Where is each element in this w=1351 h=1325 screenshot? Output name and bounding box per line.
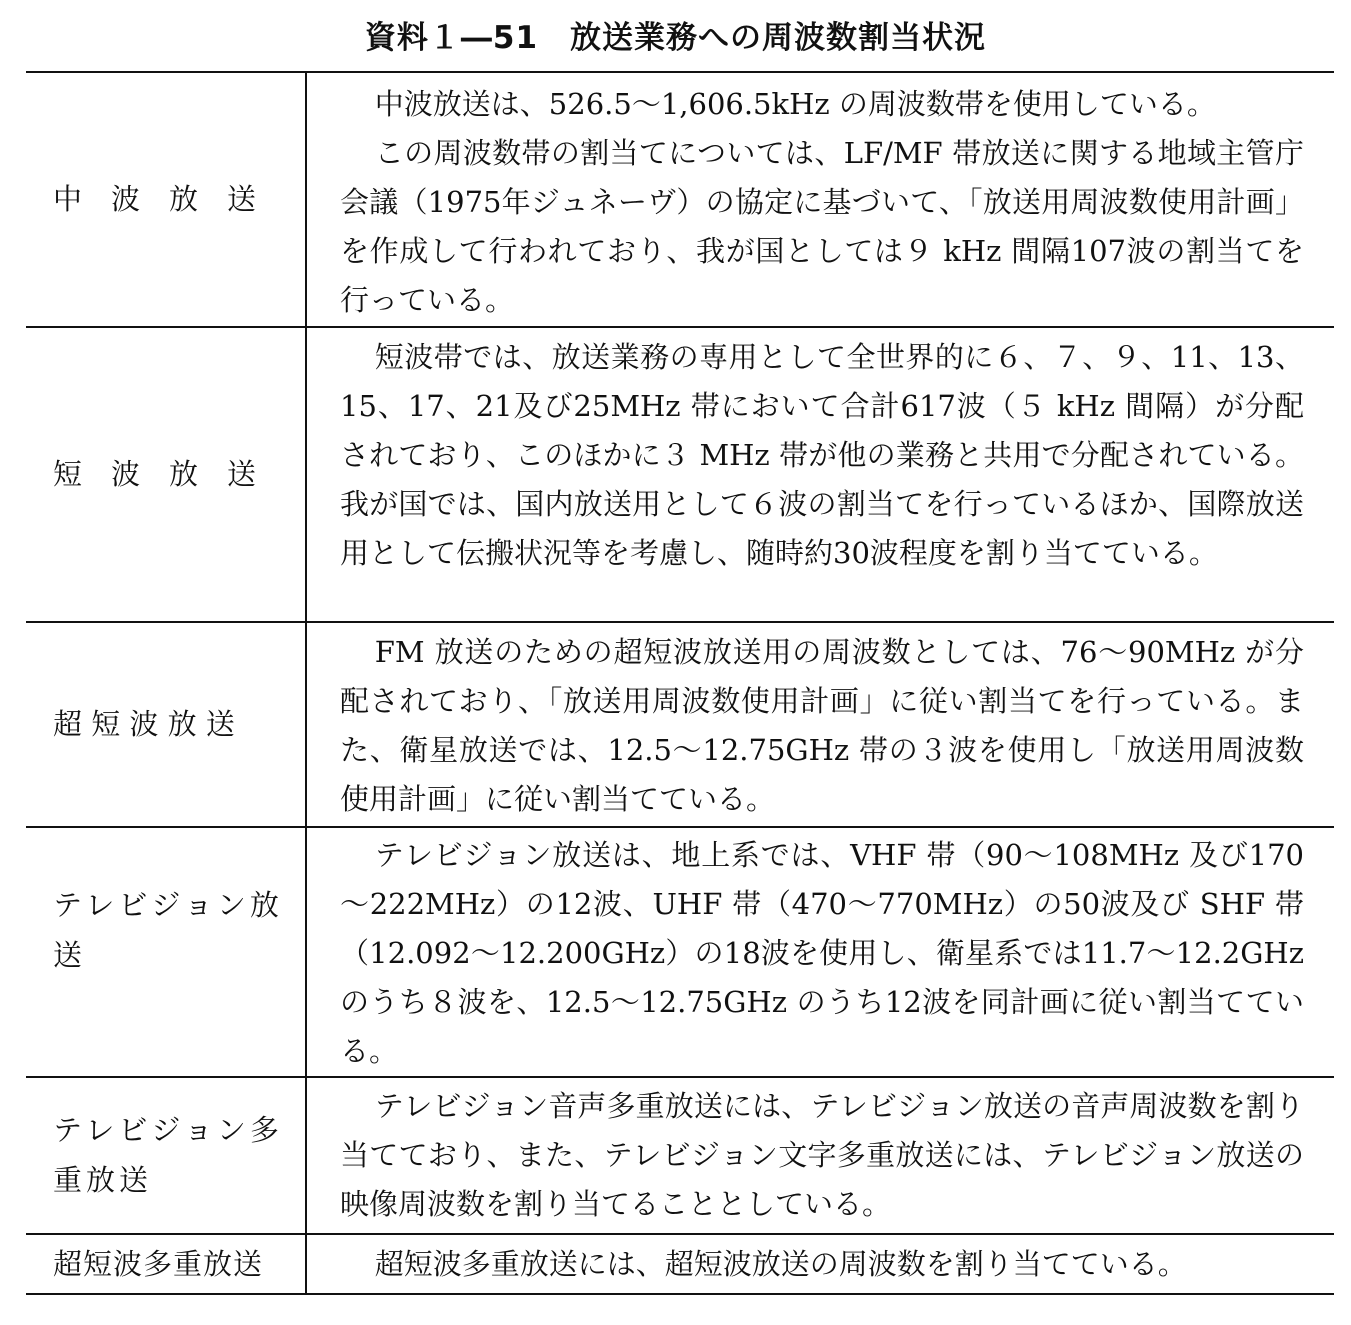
description-paragraph: 中波放送は、526.5～1,606.5kHz の周波数帯を使用している。 [374,87,1216,121]
category-label: 超 短 波 放 送 [53,707,235,741]
description-cell [340,333,1304,578]
row-divider [26,1076,1334,1078]
category-label: テレビジョン多重放送 [53,1113,283,1197]
description-paragraph: 超短波多重放送には、超短波放送の周波数を割り当てている。 [374,1247,1187,1281]
category-cell [53,1105,283,1205]
table-bottom-rule [26,1293,1334,1295]
description-cell [340,80,1304,325]
category-cell [53,327,293,621]
category-label: テレビジョン放送 [53,888,283,972]
category-label: 中 波 放 送 [53,182,257,216]
column-divider [305,72,307,1294]
category-label: 超短波多重放送 [53,1246,264,1281]
category-cell [53,1234,293,1293]
description-cell [340,831,1304,1076]
category-cell [53,622,293,826]
description-paragraph: テレビジョン音声多重放送には、テレビジョン放送の音声周波数を割り当てており、また、テレビジョン文字多重放送には、テレビジョン放送の映像周波数を割り当てることとしている。 [340,1089,1304,1221]
description-paragraph: FM 放送のための超短波放送用の周波数としては、76～90MHz が分配されており、「放送用周波数使用計画」に従い割当てを行っている。また、衛星放送では、12.5～12.75GHz 帯の３波を使用し「放送用周波数使用計画」に従い割当てている。 [340,635,1304,816]
description-cell [340,1082,1304,1229]
row-divider [26,826,1334,828]
description-cell [340,628,1304,824]
category-cell [53,880,283,1030]
category-cell [53,72,293,326]
description-paragraph: テレビジョン放送は、地上系では、VHF 帯（90～108MHz 及び170～222MHz）の12波、UHF 帯（470～770MHz）の50波及び SHF 帯（12.092～12.200GHz）の18波を使用し、衛星系では11.7～12.2GHz のうち８波を、12.5～12.75GHz のうち12波を同計画に従い割当てている。 [340,838,1304,1068]
description-paragraph: 短波帯では、放送業務の専用として全世界的に６、７、９、11、13、15、17、21及び25MHz 帯において合計617波（５ kHz 間隔）が分配されており、このほかに３ MHz 帯が他の業務と共用で分配されている。我が国では、国内放送用として６波の割当てを行っているほか、国際放送用として伝搬状況等を考慮し、随時約30波程度を割り当てている。 [340,340,1304,570]
description-cell [340,1240,1304,1289]
category-label: 短 波 放 送 [53,457,257,491]
document-title: 資料１―51 放送業務への周波数割当状況 [364,20,987,56]
description-paragraph: この周波数帯の割当てについては、LF/MF 帯放送に関する地域主管庁会議（1975年ジュネーヴ）の協定に基づいて、「放送用周波数使用計画」を作成して行われており、我が国としては９ kHz 間隔107波の割当てを行っている。 [340,136,1304,317]
